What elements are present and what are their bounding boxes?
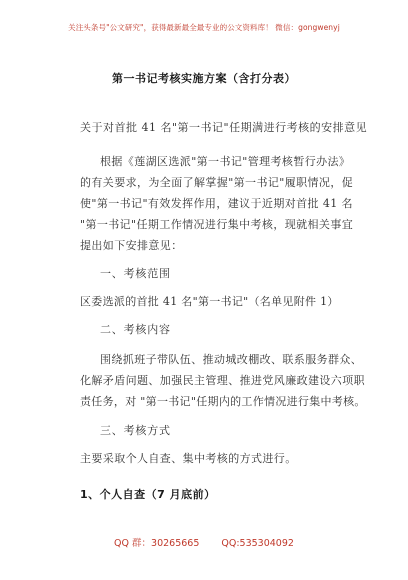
document-title: 第一书记考核实施方案（含打分表）: [112, 72, 296, 85]
footer-qq-group: QQ 群：30265665: [114, 538, 200, 549]
promo-banner: 关注头条号"公文研究"，获得最新最全最专业的公文资料库！ 微信：gongwenyj: [68, 23, 340, 32]
paragraph-line: 提出如下安排意见：: [80, 239, 183, 252]
document-subtitle: 关于对首批 41 名"第一书记"任期满进行考核的安排意见: [80, 121, 368, 134]
section-heading-scope: 一、考核范围: [100, 267, 171, 280]
paragraph-line: 的有关要求，为全面了解掌握"第一书记"履职情况，促: [80, 176, 354, 189]
paragraph-line: 围绕抓班子带队伍、推动城改棚改、联系服务群众、: [100, 353, 363, 366]
paragraph-line: 区委选派的首批 41 名"第一书记"（名单见附件 1）: [80, 295, 339, 308]
paragraph-line: 根据《莲湖区选派"第一书记"管理考核暂行办法》: [100, 155, 351, 168]
footer-contact: [0, 535, 408, 549]
section-heading-content: 二、考核内容: [100, 323, 171, 336]
paragraph-line: 使"第一书记"有效发挥作用，建议于近期对首批 41 名: [80, 197, 353, 210]
paragraph-line: 责任务，对 "第一书记"任期内的工作情况进行集中考核。: [80, 395, 366, 408]
paragraph-line: 化解矛盾问题、加强民主管理、推进党风廉政建设六项职: [80, 374, 365, 387]
paragraph-line: "第一书记"任期工作情况进行集中考核，现就相关事宜: [80, 218, 354, 231]
section-heading-method: 三、考核方式: [100, 424, 171, 437]
footer-qq-number: QQ:535304092: [221, 538, 294, 549]
paragraph-line: 主要采取个人自查、集中考核的方式进行。: [80, 452, 297, 465]
subsection-heading-self-check: 1、个人自查（7 月底前）: [80, 488, 216, 501]
